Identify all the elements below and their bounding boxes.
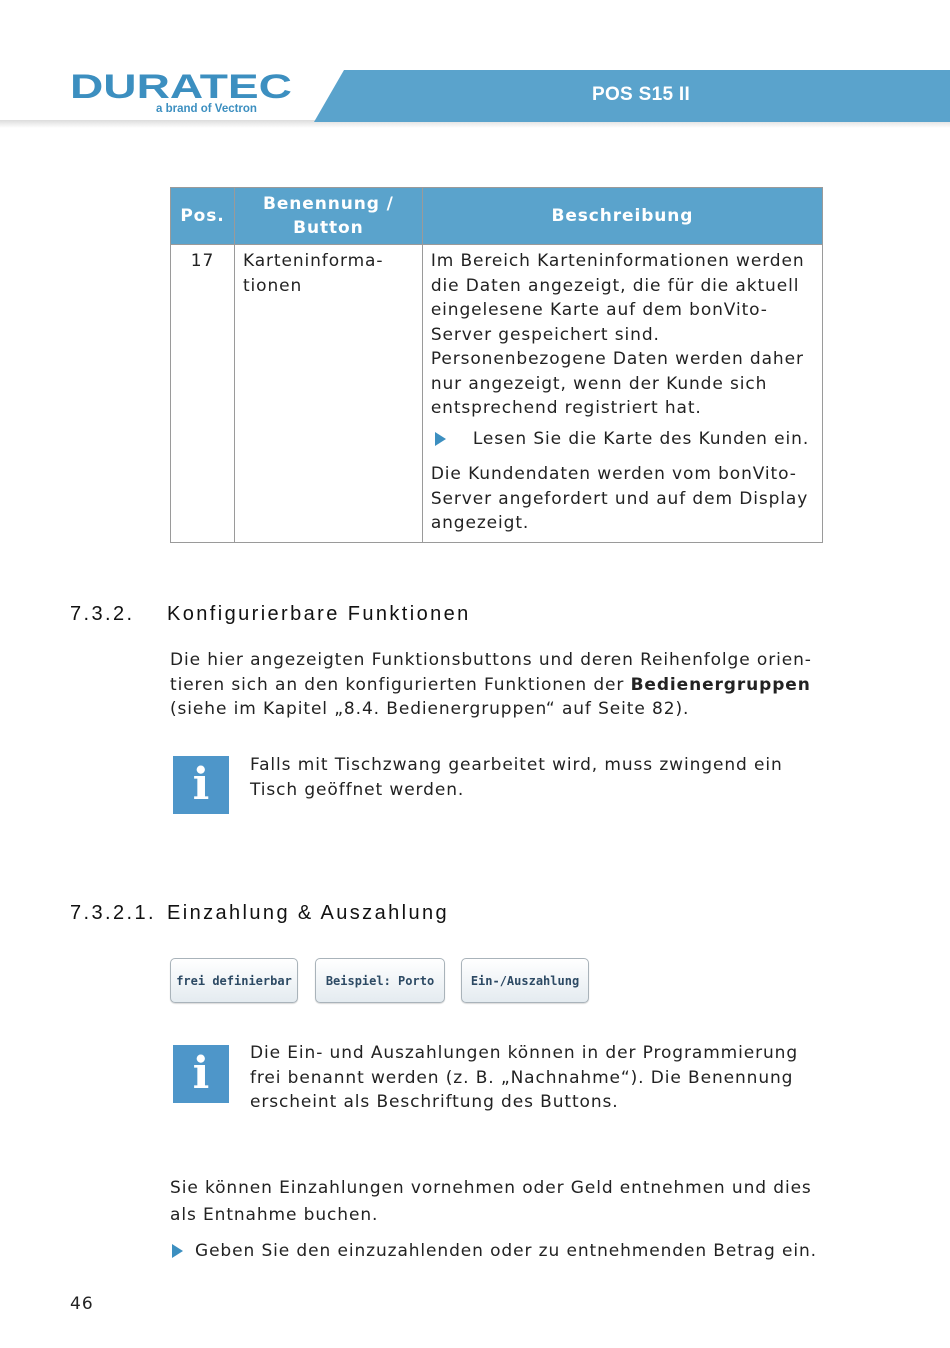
info-note <box>250 1041 798 1115</box>
row-name-line1: Karteninforma- <box>242 251 384 271</box>
desc-line: Server gespeichert sind. <box>430 324 660 345</box>
subsection-title: Einzahlung & Auszahlung <box>167 902 450 924</box>
info-icon: i <box>173 1045 229 1103</box>
header-name-line2: Button <box>293 218 364 238</box>
info-note <box>250 753 783 802</box>
desc-after-line: Server angefordert und auf dem Display <box>430 488 809 509</box>
triangle-bullet-icon <box>172 1244 183 1258</box>
header-name <box>234 188 422 245</box>
desc-line: die Daten angezeigt, die für die aktuell <box>430 275 800 296</box>
info-line: Falls mit Tischzwang gearbeitet wird, muss zwingend ein <box>250 755 783 775</box>
info-icon: i <box>173 756 229 814</box>
desc-line: Im Bereich Karteninformationen werden <box>430 251 805 271</box>
table-row <box>171 245 823 543</box>
section-paragraph <box>170 648 812 722</box>
bedienergruppen-bold: Bedienergruppen <box>630 674 811 695</box>
header-desc: Beschreibung <box>422 188 822 245</box>
para-line: (siehe im Kapitel „8.4. Bedienergruppen“ auf Seite 82). <box>170 699 690 719</box>
desc-line: eingelesene Karte auf dem bonVito- <box>430 300 768 320</box>
desc-line: nur angezeigt, wenn der Kunde sich <box>430 373 768 394</box>
row-name <box>234 245 422 543</box>
beispiel-porto-button[interactable]: Beispiel: Porto <box>315 958 445 1003</box>
para-line <box>170 673 812 698</box>
frei-definierbar-button[interactable]: frei definierbar <box>170 958 298 1003</box>
row-name-line2: tionen <box>242 275 303 296</box>
para-line: Sie können Einzahlungen vornehmen oder Geld entnehmen und dies <box>170 1178 812 1198</box>
desc-line: Personenbezogene Daten werden daher <box>430 349 804 369</box>
document-title: POS S15 II <box>592 84 691 105</box>
row-desc <box>422 245 822 543</box>
subsection-paragraph <box>170 1175 812 1229</box>
action-bullet <box>170 1239 817 1264</box>
para-line: Die hier angezeigten Funktionsbuttons und deren Reihenfolge orien- <box>170 650 812 670</box>
brand-subtitle: a brand of Vectron <box>156 103 257 115</box>
desc-bullet-text: Lesen Sie die Karte des Kunden ein. <box>472 428 810 449</box>
triangle-bullet-icon <box>435 432 446 446</box>
info-line: frei benannt werden (z. B. „Nachnahme“). Die Benennung <box>250 1067 794 1088</box>
info-line: Tisch geöffnet werden. <box>250 779 465 800</box>
page-number: 46 <box>70 1294 94 1314</box>
row-pos: 17 <box>171 245 235 543</box>
desc-line: entsprechend registriert hat. <box>430 398 702 418</box>
para-line: als Entnahme buchen. <box>170 1205 379 1225</box>
info-line: erscheint als Beschriftung des Buttons. <box>250 1092 619 1112</box>
ein-auszahlung-button[interactable]: Ein-/Auszahlung <box>461 958 589 1003</box>
header-name-line1: Benennung / <box>263 194 394 214</box>
info-line: Die Ein- und Auszahlungen können in der Programmierung <box>250 1043 799 1063</box>
desc-after-line: angezeigt. <box>430 513 530 533</box>
table-header-row <box>171 188 823 245</box>
action-bullet-text: Geben Sie den einzuzahlenden oder zu entnehmenden Betrag ein. <box>195 1241 817 1261</box>
section-title: Konfigurierbare Funktionen <box>167 603 471 625</box>
subsection-number: 7.3.2.1. <box>70 902 156 924</box>
para-text: tieren sich an den konfigurierten Funktionen der <box>170 674 631 695</box>
header-pos: Pos. <box>171 188 235 245</box>
desc-after-line: Die Kundendaten werden vom bonVito- <box>430 464 797 484</box>
desc-bullet <box>431 427 814 452</box>
section-number: 7.3.2. <box>70 603 135 625</box>
function-table <box>170 187 823 543</box>
brand-name: DURATEC <box>70 68 292 106</box>
